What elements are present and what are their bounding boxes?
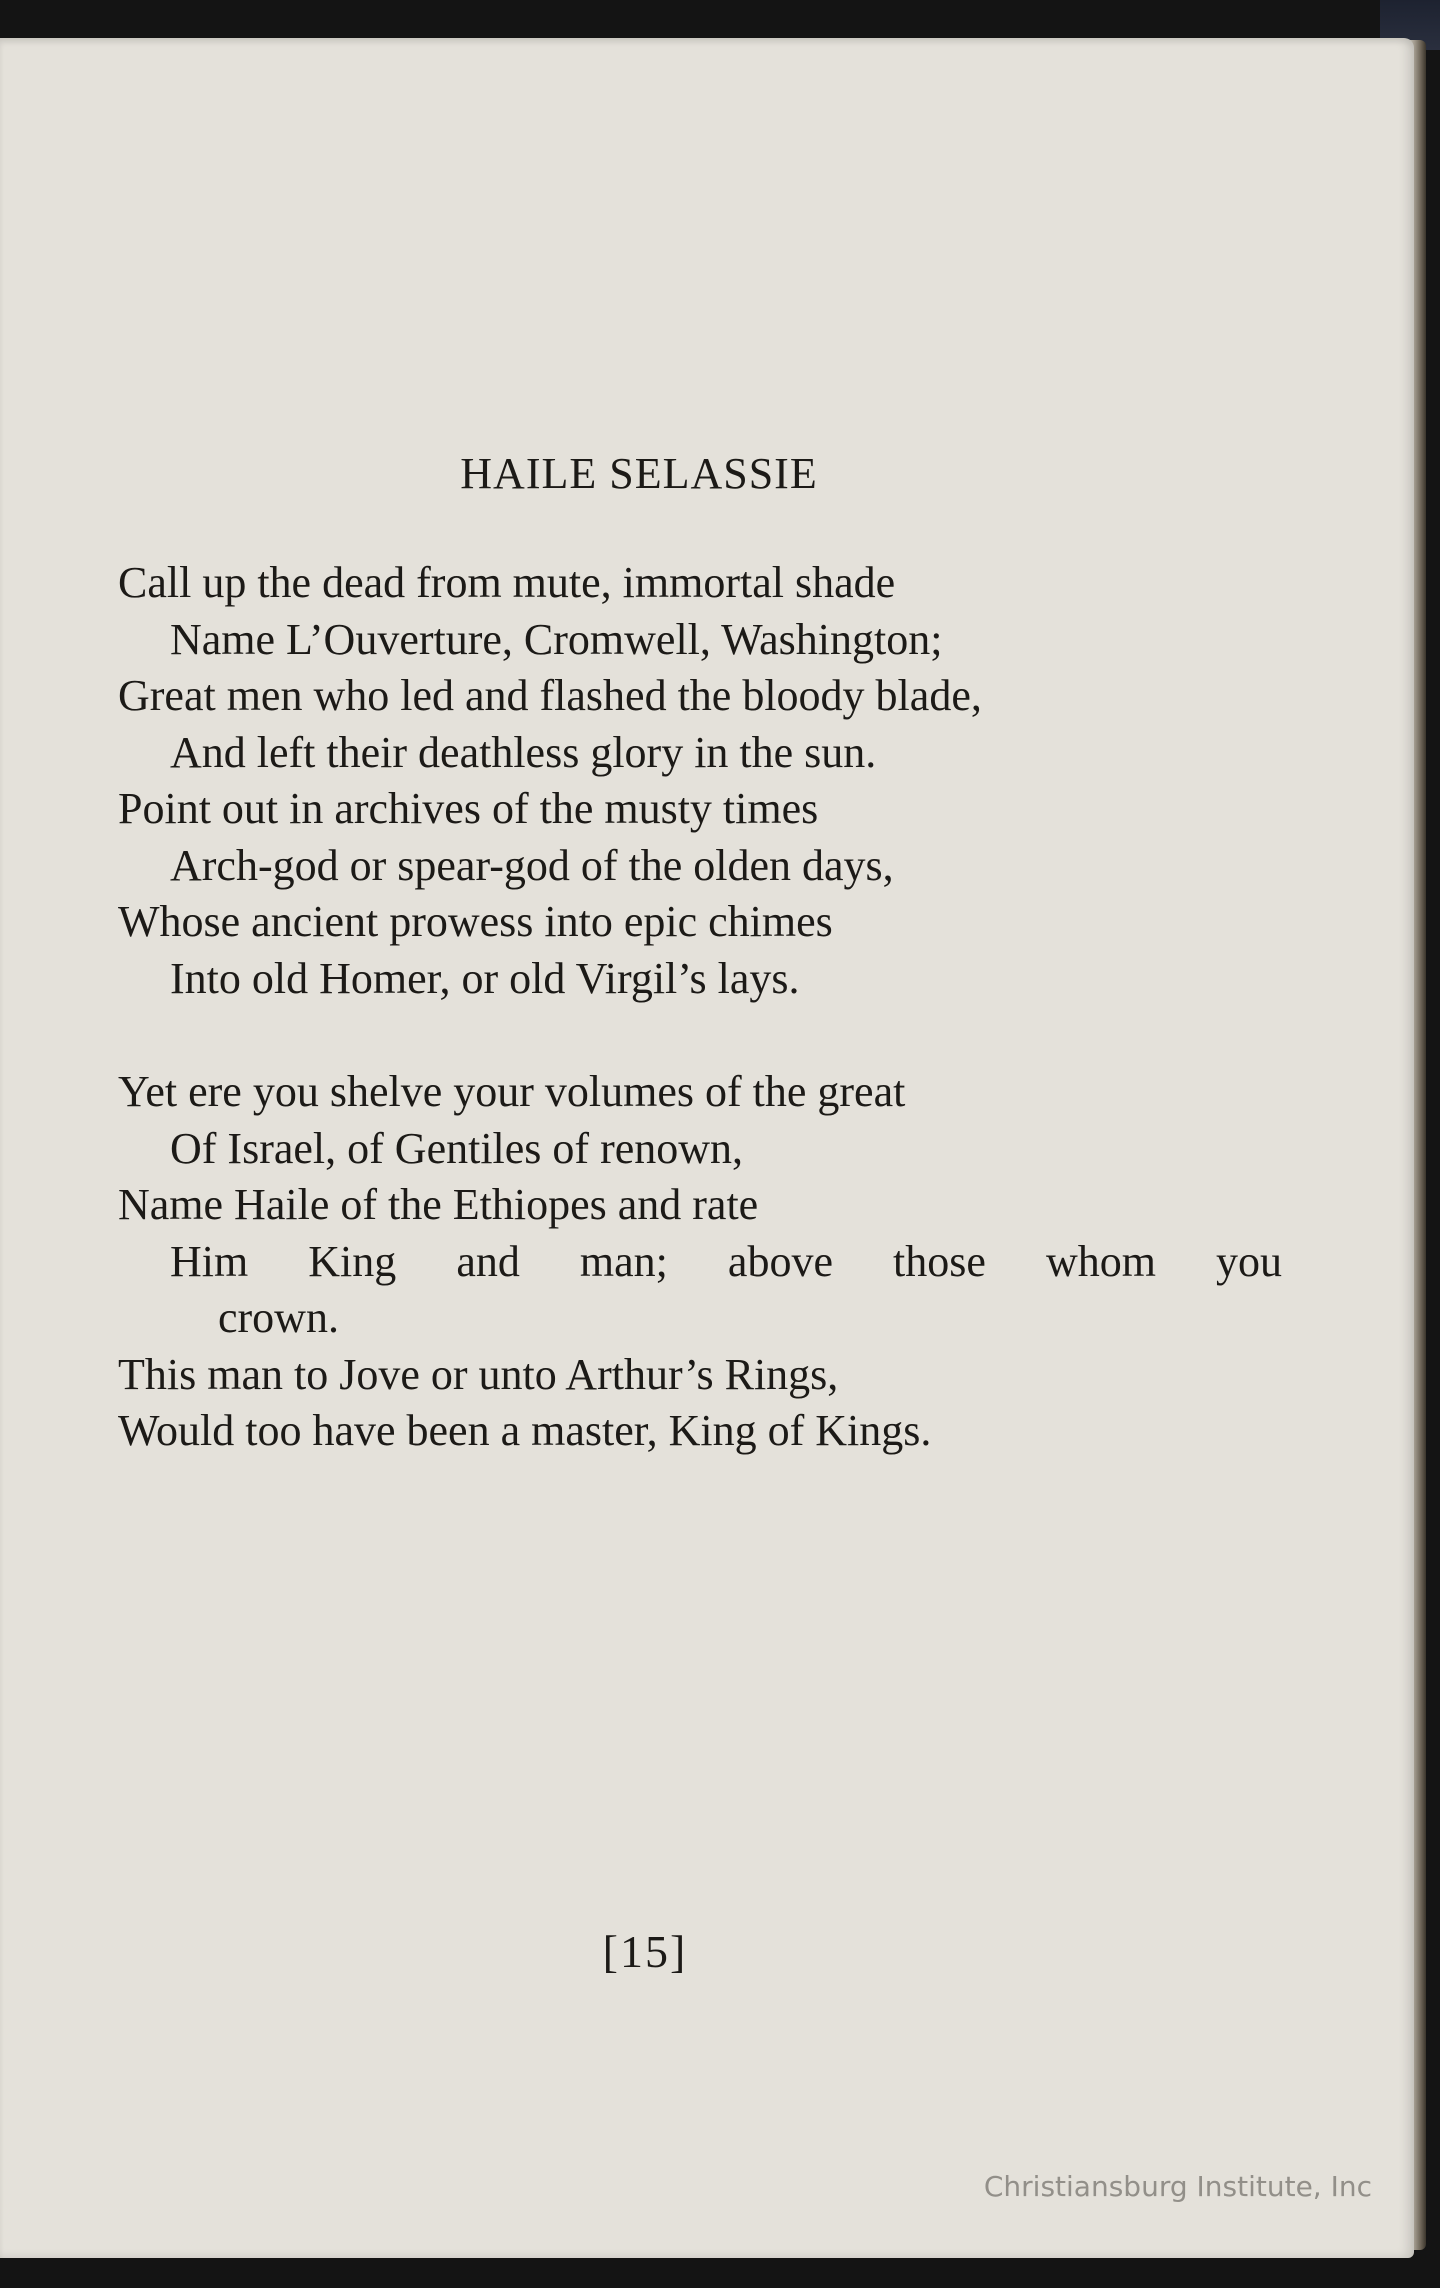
poem-title: HAILE SELASSIE [460, 449, 818, 498]
poem-line: This man to Jove or unto Arthur’s Rings, [118, 1349, 839, 1399]
poem-line: And left their deathless glory in the sun. [170, 727, 877, 777]
poem-line: Him King and man; above those whom you [170, 1236, 1282, 1286]
page-number: [15] [602, 1926, 688, 1977]
poem-line: Name Haile of the Ethiopes and rate [118, 1180, 759, 1229]
poem-line: Would too have been a master, King of Kings. [118, 1406, 932, 1455]
poem-line: Arch-god or spear-god of the olden days, [170, 840, 894, 890]
book-page [0, 38, 1414, 2258]
watermark: Christiansburg Institute, Inc [983, 2170, 1372, 2203]
stanza-1 [118, 555, 1168, 1007]
poem-line: Great men who led and flashed the bloody blade, [118, 671, 982, 720]
poem-line: Name L’Ouverture, Cromwell, Washington; [170, 614, 943, 664]
poem-line: Whose ancient prowess into epic chimes [118, 897, 833, 946]
stanza-2 [118, 1064, 1282, 1460]
poem-line-turnover: crown. [218, 1293, 339, 1342]
poem-line: Call up the dead from mute, immortal shade [118, 558, 896, 607]
poem-line: Into old Homer, or old Virgil’s lays. [170, 953, 800, 1003]
poem-line: Yet ere you shelve your volumes of the great [118, 1067, 906, 1116]
poem-line: Of Israel, of Gentiles of renown, [170, 1123, 744, 1173]
poem-line: Point out in archives of the musty times [118, 784, 819, 833]
